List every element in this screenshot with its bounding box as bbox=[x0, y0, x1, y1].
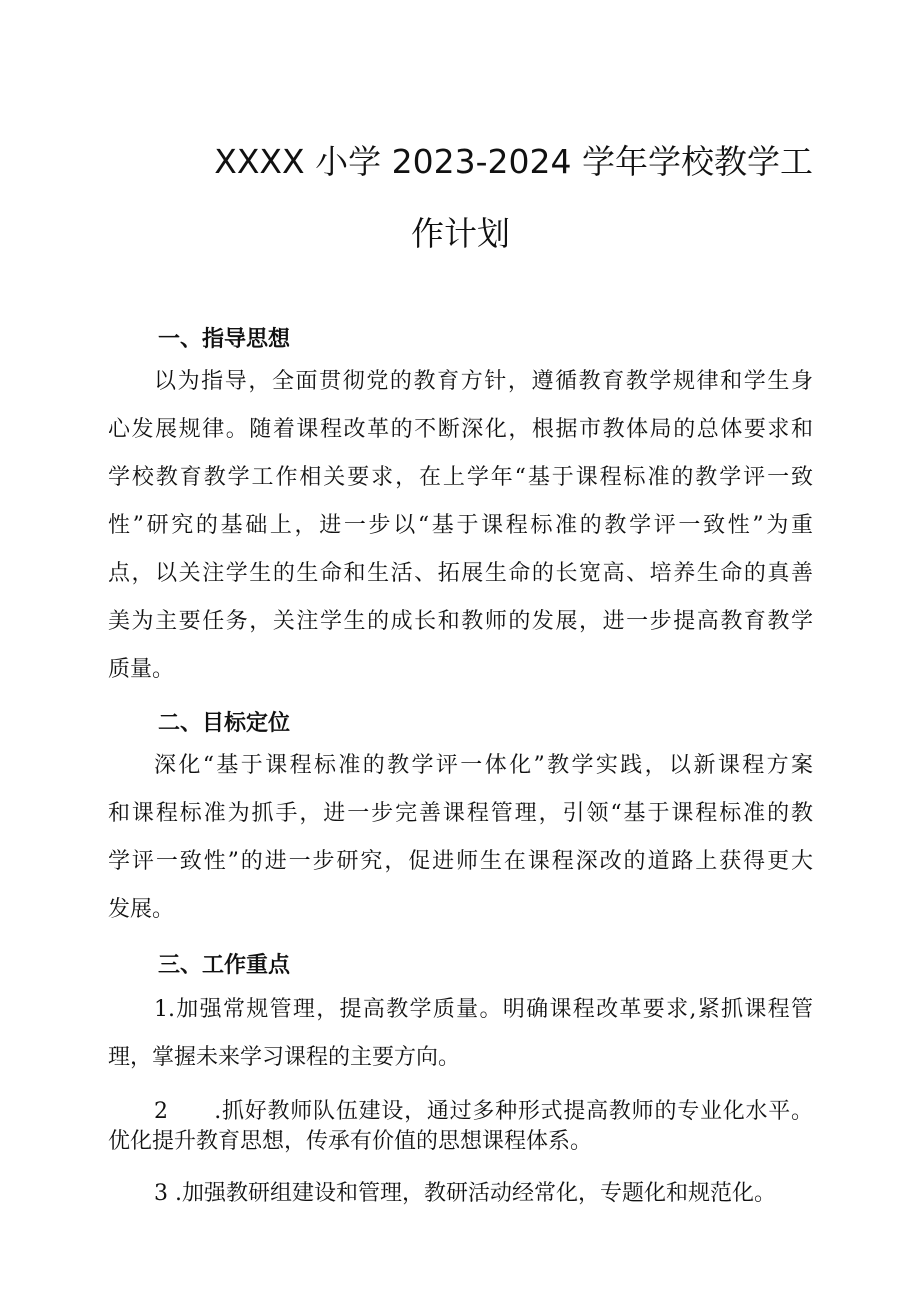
paragraph-line: 以为指导，全面贯彻党的教育方针，遵循教育教学规律和学生身 bbox=[154, 369, 813, 394]
paragraph-line: 美为主要任务，关注学生的成长和教师的发展，进一步提高教育教学 bbox=[108, 609, 813, 634]
paragraph-line: 2 .抓好教师队伍建设，通过多种形式提高教师的专业化水平。 bbox=[154, 1099, 813, 1124]
paragraph-line: 心发展规律。随着课程改革的不断深化，根据市教体局的总体要求和 bbox=[108, 417, 813, 442]
paragraph-line: 3 .加强教研组建设和管理，教研活动经常化，专题化和规范化。 bbox=[154, 1181, 776, 1206]
paragraph-line: 1.加强常规管理，提高教学质量。明确课程改革要求,紧抓课程管 bbox=[154, 997, 813, 1022]
paragraph-line: 理，掌握未来学习课程的主要方向。 bbox=[108, 1045, 461, 1070]
paragraph-line: 和课程标准为抓手，进一步完善课程管理，引领“基于课程标准的教 bbox=[108, 801, 813, 826]
document-title-line-2: 作计划 bbox=[411, 214, 510, 253]
paragraph-line: 学评一致性”的进一步研究，促进师生在课程深改的道路上获得更大 bbox=[108, 849, 813, 874]
section-heading-goal-positioning: 二、目标定位 bbox=[158, 711, 291, 736]
document-title-line-1: XXXX 小学 2023-2024 学年学校教学工 bbox=[214, 142, 813, 181]
paragraph-line: 优化提升教育思想，传承有价值的思想课程体系。 bbox=[108, 1129, 593, 1154]
paragraph-line: 点，以关注学生的生命和生活、拓展生命的长宽高、培养生命的真善 bbox=[108, 561, 813, 586]
section-heading-guiding-ideology: 一、指导思想 bbox=[158, 327, 291, 352]
paragraph-line: 性”研究的基础上，进一步以“基于课程标准的教学评一致性”为重 bbox=[108, 513, 813, 538]
section-heading-work-focus: 三、工作重点 bbox=[158, 953, 291, 978]
paragraph-line: 质量。 bbox=[108, 657, 175, 682]
paragraph-line: 发展。 bbox=[108, 897, 175, 922]
paragraph-line: 深化“基于课程标准的教学评一体化”教学实践，以新课程方案 bbox=[154, 753, 813, 778]
section-paragraph-goal-positioning bbox=[108, 742, 813, 934]
work-focus-item-2 bbox=[108, 1097, 813, 1157]
paragraph-line: 学校教育教学工作相关要求，在上学年“基于课程标准的教学评一致 bbox=[108, 465, 813, 490]
work-focus-item-3 bbox=[108, 1170, 813, 1218]
section-paragraph-guiding-ideology bbox=[108, 358, 813, 694]
work-focus-item-1 bbox=[108, 986, 813, 1082]
